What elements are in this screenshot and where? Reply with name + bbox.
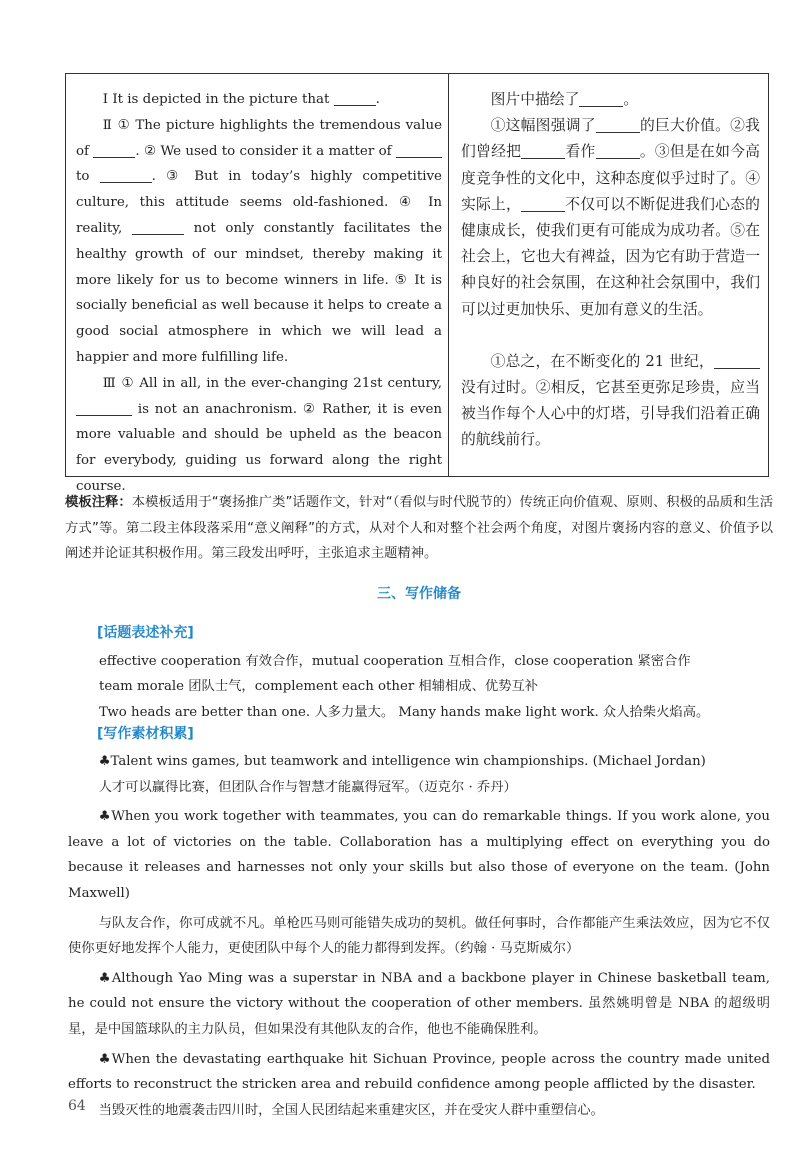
example-zh: 当毁灭性的地震袭击四川时，全国人民团结起来重建灾区，并在受灾人群中重塑信心。	[98, 1102, 604, 1118]
writing-materials-heading: [写作素材积累]	[97, 726, 194, 742]
fill-blank	[596, 117, 640, 133]
template-zh-paragraph-3: ①总之，在不断变化的 21 世纪，没有过时。②相反，它甚至更弥足珍贵，应当被当作每个人心中的灯塔，引导我们沿着正确的航线前行。	[461, 352, 760, 449]
section-title: 三、写作储备	[377, 586, 461, 602]
phrase-line: Two heads are better than one. 人多力量大。 Many hands make light work. 众人拾柴火焰高。	[99, 705, 710, 720]
template-chinese-column	[449, 74, 768, 476]
topic-expressions-heading: [话题表述补充]	[97, 625, 194, 641]
club-suit-icon: ♣	[98, 809, 112, 825]
example-en: ♣When the devastating earthquake hit Sichuan Province, people across the country made united efforts to reconstruct the stricken area and rebuild confidence among people afflicted by the disaster.	[68, 1051, 770, 1093]
quote-zh: 人才可以赢得比赛，但团队合作与智慧才能赢得冠军。（迈克尔 · 乔丹）	[98, 779, 517, 795]
fill-blank	[100, 169, 152, 183]
page-number: 64	[68, 1098, 86, 1114]
note-text: 本模板适用于“褒扬推广类”话题作文，针对“（看似与时代脱节的）传统正向价值观、原则、积极的品质和生活方式”等。第二段主体段落采用“意义阐释”的方式，从对个人和对整个社会两个角度，对图片褒扬内容的意义、价值予以阐述并论证其积极作用。第三段发出呼吁，主张追求主题精神。	[65, 495, 774, 561]
fill-blank	[579, 91, 623, 107]
template-english-column	[66, 74, 449, 494]
fill-blank	[132, 221, 184, 235]
template-en-paragraph-3: Ⅲ ① All in all, in the ever-changing 21st century, is not an anachronism. ② Rather, it is even more valuable and should be upheld as the beacon for everybody, guiding us forward along the right course.	[76, 375, 442, 494]
fill-blank	[521, 144, 565, 160]
fill-blank	[76, 401, 132, 415]
phrase-line: effective cooperation 有效合作，mutual cooperation 互相合作，close cooperation 紧密合作	[99, 654, 691, 669]
template-en-paragraph-2: Ⅱ ① The picture highlights the tremendous value of . ② We used to consider it a matter of to . ③ But in today’s highly competitive culture, this attitude seems old-fashioned. ④ In reality, not only constantly facilitates the healthy growth of our mindset, thereby making it more likely for us to become winners in life. ⑤ It is socially beneficial as well because it helps to create a good social atmosphere in which we will lead a happier and more fulfilling life.	[76, 117, 442, 365]
club-suit-icon: ♣	[98, 1051, 112, 1067]
template-zh-paragraph-2: ①这幅图强调了 的巨大价值。②我们曾经把 看作 。③但是在如今高度竞争性的文化中，这种态度似乎过时了。④实际上， 不仅可以不断促进我们心态的健康成长，使我们更有可能成为成功者。⑤在社会上，它也大有裨益，因为它有助于营造一种良好的社会氛围，在这种社会氛围中，我们可以过更加快乐、更加有意义的生活。	[461, 117, 760, 318]
fill-blank	[396, 143, 426, 157]
quote-en: ♣Talent wins games, but teamwork and intelligence win championships. (Michael Jordan)	[98, 754, 706, 769]
club-suit-icon: ♣	[98, 970, 112, 986]
essay-template-table	[65, 73, 769, 494]
quote-en: ♣When you work together with teammates, you can do remarkable things. If you work alone, you leave a lot of victories on the table. Collaboration has a multiplying effect on everything you do because it releases and harnesses not only your skills but also those of everyone on the team. (John Maxwell)	[68, 809, 770, 901]
writing-materials	[68, 749, 770, 1123]
phrase-line: team morale 团队士气，complement each other 相辅相成、优势互补	[99, 679, 539, 694]
quote-zh: 与队友合作，你可成就不凡。单枪匹马则可能错失成功的契机。做任何事时，合作都能产生乘法效应，因为它不仅使你更好地发挥个人能力，更使团队中每个人的能力都得到发挥。（约翰 · 马克斯威尔）	[68, 915, 770, 957]
fill-blank	[93, 143, 135, 157]
note-label: 模板注释：	[65, 495, 132, 510]
example-text: ♣Although Yao Ming was a superstar in NBA and a backbone player in Chinese basketball team, he could not ensure the victory without the cooperation of other members. 虽然姚明曾是 NBA 的超级明星，是中国篮球队的主力队员，但如果没有其他队友的合作，他也不能确保胜利。	[68, 970, 770, 1037]
fill-blank	[596, 144, 640, 160]
template-zh-paragraph-1: 图片中描绘了 。	[490, 91, 639, 108]
template-en-paragraph-1: Ⅰ It is depicted in the picture that .	[102, 92, 380, 107]
template-note	[65, 490, 773, 567]
fill-blank	[334, 92, 376, 106]
fill-blank	[521, 196, 565, 212]
club-suit-icon: ♣	[98, 754, 111, 769]
fill-blank	[714, 353, 760, 369]
fill-blank	[426, 143, 442, 157]
